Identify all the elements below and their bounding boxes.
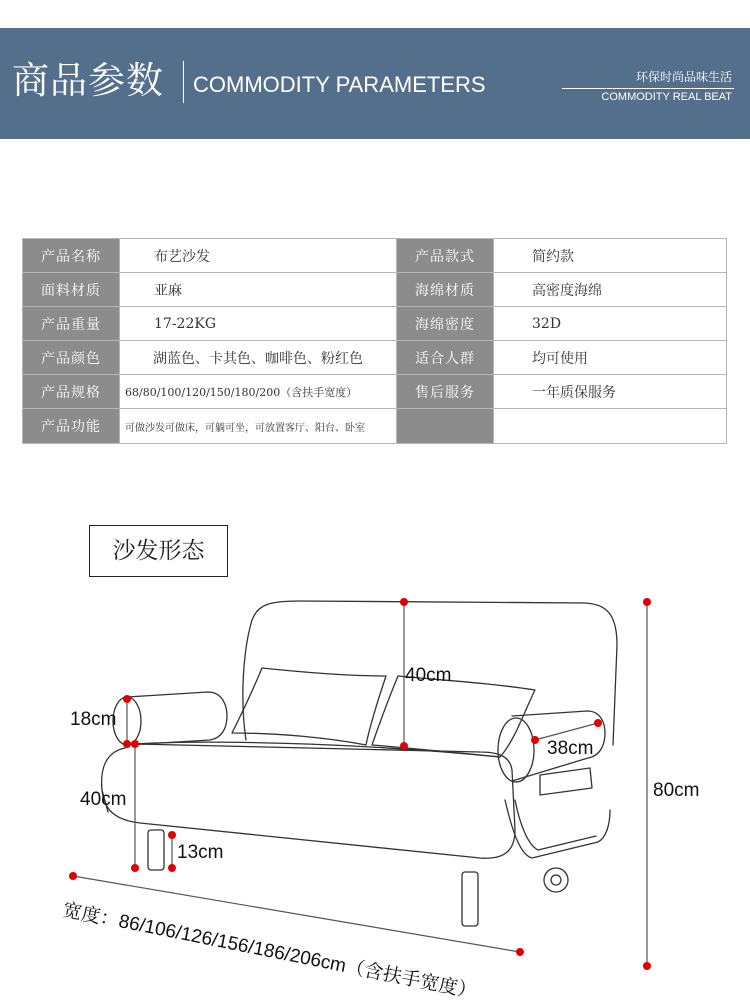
param-value: 高密度海绵	[494, 273, 727, 307]
dim-armrest-width: 38cm	[547, 738, 594, 759]
dim-leg-height: 13cm	[177, 842, 224, 863]
param-label: 售后服务	[397, 375, 494, 409]
param-value: 简约款	[494, 239, 727, 273]
param-label: 产品规格	[23, 375, 120, 409]
sofa-armrest-left	[127, 692, 227, 745]
param-value: 一年质保服务	[494, 375, 727, 409]
banner-title-en: COMMODITY PARAMETERS	[193, 72, 486, 97]
sofa-leg-left	[148, 830, 164, 870]
param-value: 17-22KG	[120, 307, 397, 341]
param-label: 产品功能	[23, 409, 120, 444]
dim-total-height: 80cm	[653, 780, 700, 801]
dim-seat-height: 40cm	[80, 789, 127, 810]
param-label: 适合人群	[397, 341, 494, 375]
sofa-leg-right	[462, 872, 478, 926]
dim-armrest-height: 18cm	[70, 709, 117, 730]
param-value: 均可使用	[494, 341, 727, 375]
banner-title-cn: 商品参数	[12, 59, 164, 102]
sofa-pillow-left	[232, 668, 386, 745]
param-label: 面料材质	[23, 273, 120, 307]
param-value: 可做沙发可做床，可躺可坐，可放置客厅、阳台、卧室	[120, 409, 397, 444]
dim-back-height: 40cm	[405, 665, 452, 686]
banner-slogan-cn: 环保时尚品味生活	[635, 70, 732, 84]
param-value: 湖蓝色、卡其色、咖啡色、粉红色	[120, 341, 397, 375]
param-label: 产品颜色	[23, 341, 120, 375]
param-value: 亚麻	[120, 273, 397, 307]
param-label: 海绵材质	[397, 273, 494, 307]
param-label: 产品款式	[397, 239, 494, 273]
banner-slogan-en: COMMODITY REAL BEAT	[601, 91, 732, 103]
param-value: 68/80/100/120/150/180/200（含扶手宽度）	[120, 375, 397, 409]
section-title: 沙发形态	[89, 525, 228, 577]
sofa-pillow-right	[372, 676, 535, 757]
sofa-wheel	[544, 868, 568, 892]
param-value: 32D	[494, 307, 727, 341]
param-value: 布艺沙发	[120, 239, 397, 273]
param-label: 产品重量	[23, 307, 120, 341]
dim-width: 宽度：86/106/126/156/186/206cm（含扶手宽度）	[60, 899, 479, 1004]
param-label: 海绵密度	[397, 307, 494, 341]
param-label: 产品名称	[23, 239, 120, 273]
